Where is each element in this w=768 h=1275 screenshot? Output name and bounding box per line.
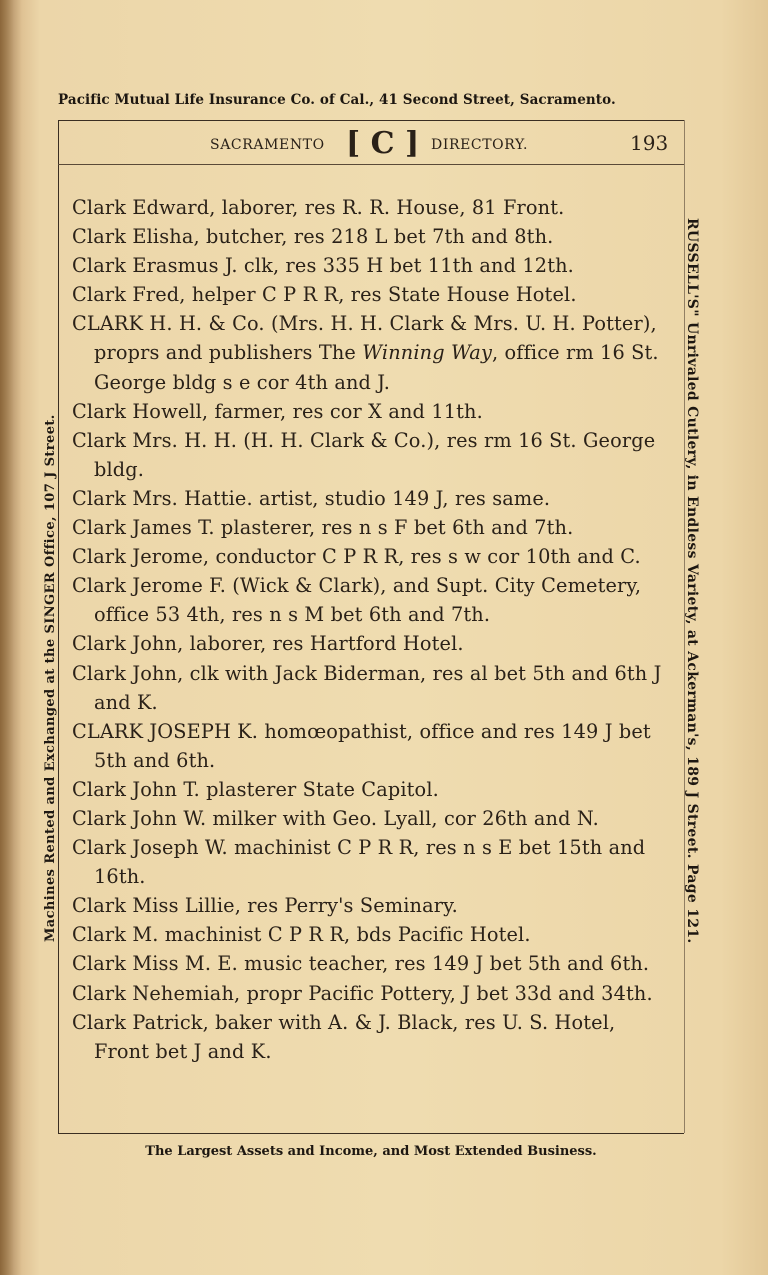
directory-entry: Clark John, laborer, res Hartford Hotel.	[72, 632, 464, 656]
right-margin-advertisement: RUSSELL'S" Unrivaled Cutlery, in Endless Variety, at Ackerman's, 189 J Street. Page 121.	[684, 218, 700, 944]
directory-entry: Clark Elisha, butcher, res 218 L bet 7th and 8th.	[72, 225, 554, 249]
directory-entry: Clark Erasmus J. clk, res 335 H bet 11th and 12th.	[72, 254, 574, 278]
entry-text-continued: , office rm 16 St. George bldg s e cor 4th and J.	[94, 341, 659, 394]
directory-entry: Clark Nehemiah, propr Pacific Pottery, J bet 33d and 34th.	[72, 981, 653, 1005]
bottom-advertisement: The Largest Assets and Income, and Most Extended Business.	[145, 1144, 597, 1159]
running-head-city: SACRAMENTO	[210, 137, 325, 153]
directory-entry-clark-hh-co	[72, 309, 672, 396]
bottom-rule	[58, 1133, 684, 1134]
top-advertisement: Pacific Mutual Life Insurance Co. of Cal., 41 Second Street, Sacramento.	[58, 92, 616, 108]
running-head-letter: [ C ]	[346, 126, 420, 161]
directory-entry: Clark Howell, farmer, res cor X and 11th.	[72, 399, 483, 423]
directory-entry: Clark Mrs. Hattie. artist, studio 149 J, res same.	[72, 486, 551, 510]
entry-text: CLARK H. H. & Co. (Mrs. H. H. Clark & Mrs. U. H. Potter), proprs and publishers The	[72, 312, 657, 365]
directory-entry: Clark Edward, laborer, res R. R. House, 81 Front.	[72, 196, 565, 219]
directory-entry: CLARK JOSEPH K. homœopathist, office and res 149 J bet 5th and 6th.	[72, 719, 651, 772]
directory-entry: Clark John W. milker with Geo. Lyall, cor 26th and N.	[72, 806, 599, 830]
directory-entry: Clark Joseph W. machinist C P R R, res n s E bet 15th and 16th.	[72, 836, 646, 889]
directory-entry: Clark John T. plasterer State Capitol.	[72, 777, 439, 801]
left-margin-advertisement: Machines Rented and Exchanged at the SINGER Office, 107 J Street.	[43, 414, 58, 942]
directory-entry: Clark Jerome F. (Wick & Clark), and Supt. City Cemetery, office 53 4th, res n s M bet 6th and 7th.	[72, 574, 642, 627]
directory-entry: Clark M. machinist C P R R, bds Pacific Hotel.	[72, 923, 531, 947]
directory-entry: Clark Miss M. E. music teacher, res 149 J bet 5th and 6th.	[72, 952, 650, 976]
directory-entry: Clark Miss Lillie, res Perry's Seminary.	[72, 894, 458, 918]
directory-entry: Clark Mrs. H. H. (H. H. Clark & Co.), res rm 16 St. George bldg.	[72, 428, 656, 481]
running-head	[58, 128, 684, 162]
frame-left-rule	[58, 120, 59, 1133]
directory-entry: Clark Jerome, conductor C P R R, res s w cor 10th and C.	[72, 545, 641, 569]
running-head-rule	[58, 164, 684, 165]
directory-entry: Clark Patrick, baker with A. & J. Black, res U. S. Hotel, Front bet J and K.	[72, 1010, 616, 1063]
directory-entries	[72, 193, 672, 1066]
page-number: 193	[630, 131, 669, 155]
top-rule	[58, 120, 684, 121]
running-head-title: DIRECTORY.	[431, 137, 529, 153]
directory-entry: Clark Fred, helper C P R R, res State House Hotel.	[72, 283, 577, 307]
entry-italic-title: Winning Way	[362, 341, 492, 365]
directory-entry: Clark John, clk with Jack Biderman, res al bet 5th and 6th J and K.	[72, 661, 662, 714]
directory-entry: Clark James T. plasterer, res n s F bet 6th and 7th.	[72, 516, 574, 540]
page-binding-shadow	[0, 0, 22, 1275]
